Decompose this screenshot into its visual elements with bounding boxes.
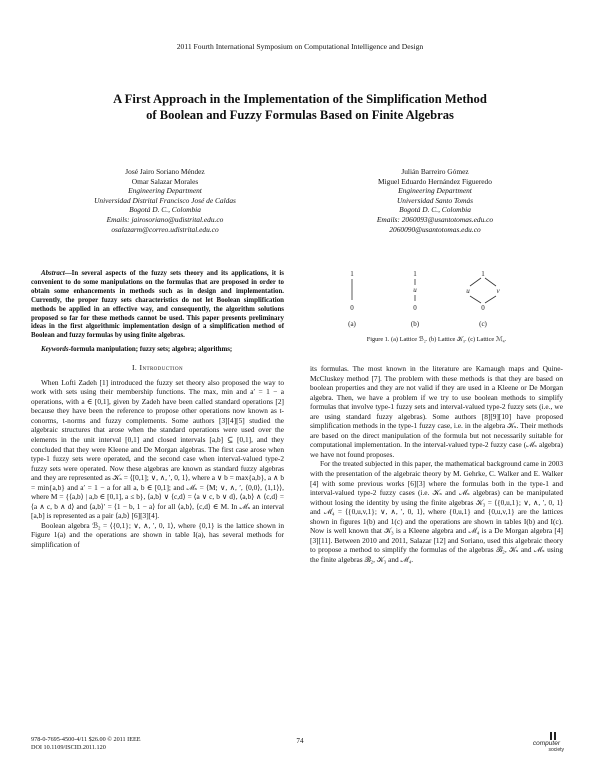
footer-isbn: 978-0-7695-4500-4/11 $26.00 © 2011 IEEE — [31, 736, 141, 743]
section-heading — [31, 363, 284, 373]
figure-label-a: (a) — [348, 320, 356, 328]
author-email[interactable]: Emails: jairosoriano@udistrital.edu.co — [106, 214, 224, 224]
paragraph: Boolean algebra ℬ₂ = ⟨{0,1}; ∨, ∧, ′, 0, 1⟩, where {0,1} is the lattice shown in Figure 1(a) and the operations are shown in table I(a), has several methods for simplification of — [31, 520, 284, 549]
author-name: Omar Salazar Morales — [131, 176, 199, 186]
node-1: 1 — [350, 270, 354, 278]
lattice-figure — [330, 268, 545, 336]
keywords — [31, 346, 284, 355]
author-email[interactable]: osalazarm@correo.udistrital.edu.co — [111, 224, 219, 234]
author-university: Universidad Distrital Francisco José de Caldas — [94, 195, 236, 205]
lattice-b — [411, 270, 420, 328]
abstract — [31, 270, 284, 341]
logo-text-computer: computer — [532, 740, 560, 747]
paragraph: For the treated subjected in this paper, the mathematical background came in 2003 with the presentation of the algebraic theory by M. Gehrke, C. Walker and E. Walker [4] with some previous works [6][3] where the formulas both in the type-1 and interval-valued type-2 fuzzy cases (i.e. 𝒦ₛ and ℳₛ algebras) can be manipulated without losing the identity by using the finite algebras 𝒦₃ = ⟨{0,u,1}; ∨, ∧, ′, 0, 1⟩ and ℳ₄ = ⟨{0,u,v,1}; ∨, ∧, ′, 0, 1⟩, where {0,u,1} and {0,u,v,1} are the lattices shown in figures 1(b) and 1(c) and the operations are shown in tables I(b) and I(c). Now is well known that 𝒦₃ is a Kleene algebra and ℳ₄ is a De Morgan algebra [4][3][11]. Between 2010 and 2011, Salazar [12] and Soriano, used this algebraic theory to propose a method to simplify the formulas of the algebras ℬ₂, 𝒦ₛ and ℳₛ using the finite algebras ℬ₂, 𝒦₃ and ℳ₄. — [310, 459, 563, 564]
node-1: 1 — [481, 270, 485, 278]
node-0: 0 — [350, 304, 354, 312]
lattice-edge — [470, 296, 481, 303]
figure-label-c: (c) — [479, 320, 487, 328]
keywords-lead: Keywords — [41, 346, 69, 354]
node-0: 0 — [413, 304, 417, 312]
paragraph: When Lofti Zadeh [1] introduced the fuzzy set theory also proposed the way to work with sets using their membership functions. The max, min and a′ = 1 − a operations, with a ∈ [0,1], given by Zadeh have been called standard operations [2] because they have been the reference to propose other operations now known as t-conorms, t-norms and fuzzy complements. Some authors [3][4][5] studied the algebraic structures that arose when the standard operations were used over the elements in the unit interval [0,1] and closed intervals [a,b] ⊆ [0,1], and they concluded that they were Kleene and De Morgan algebras. The first case arose when type-1 fuzzy sets were operated, and the second case when interval-valued type-2 fuzzy sets were operated. Now these algebras are known as standard fuzzy algebras and they are represented as 𝒦ₛ = ⟨[0,1]; ∨, ∧, ′, 0, 1⟩, where a ∨ b = max{a,b}, a ∧ b = min{a,b} and a′ = 1 − a for all a, b ∈ [0,1]; and ℳₛ = ⟨M; ∨, ∧, ′, ⟨0,0⟩, ⟨1,1⟩⟩, where M = {⟨a,b⟩ | a,b ∈ [0,1], a ≤ b}, ⟨a,b⟩ ∨ ⟨c,d⟩ = ⟨a ∨ c, b ∨ d⟩, ⟨a,b⟩ ∧ ⟨c,d⟩ = ⟨a ∧ c, b ∧ d⟩ and ⟨a,b⟩′ = ⟨1 − b, 1 − a⟩ for all ⟨a,b⟩, ⟨c,d⟩ ∈ M. In ℳₛ an interval [a,b] is represented as a pair ⟨a,b⟩ [6][3][4]. — [31, 377, 284, 521]
author-name: Miguel Eduardo Hernández Figueredo — [378, 176, 492, 186]
author-department: Engineering Department — [398, 186, 472, 196]
title-line-1: A First Approach in the Implementation of the Simplification Method — [113, 92, 487, 106]
author-university: Universidad Santo Tomás — [396, 195, 474, 205]
section-number: I. — [132, 363, 138, 373]
author-block-1 — [45, 167, 285, 234]
author-department: Engineering Department — [128, 186, 202, 196]
conference-header: 2011 Fourth International Symposium on Computational Intelligence and Design — [176, 42, 424, 51]
lattice-edge — [485, 278, 496, 286]
page-number: 74 — [296, 737, 304, 745]
node-1: 1 — [413, 270, 417, 278]
node-u: u — [413, 286, 417, 294]
paragraph: its formulas. The most known in the literature are Karnaugh maps and Quine-McCluskey method [7]. The problem with these methods is that they are based on boolean properties and they are not valid if they are used in a Kleene or De Morgan algebra. Then, we have a problem if we try to use boolean methods to simplify formulas that involve type-1 fuzzy sets and interval-valued type-2 fuzzy sets (i.e., we are using standard fuzzy algebras). Some authors [8][9][10] have proposed simplification methods in the type-1 fuzzy case, i.e. in the algebra 𝒦ₛ. Their methods are based on the direct manipulation of the formula but not necessarily suitable for computational implementation. In the interval-valued type-2 fuzzy case (ℳₛ algebra) we have not found proposes. — [310, 364, 563, 459]
logo-mark — [550, 732, 556, 740]
author-email[interactable]: Emails: 2060093@usantotomas.edu.co — [376, 214, 494, 224]
node-0: 0 — [481, 304, 485, 312]
author-block-2 — [315, 167, 555, 234]
author-name: José Jairo Soriano Méndez — [125, 167, 205, 176]
author-city: Bogotá D. C., Colombia — [399, 205, 471, 215]
figure-label-b: (b) — [410, 320, 420, 328]
abstract-lead: Abstract — [41, 270, 65, 277]
footer-doi[interactable]: DOI 10.1109/ISCID.2011.120 — [31, 744, 106, 752]
author-email[interactable]: 2060090@usantotomas.edu.co — [389, 224, 481, 234]
title-line-2: of Boolean and Fuzzy Formulas Based on Finite Algebras — [146, 107, 454, 122]
section-title: Introduction — [139, 363, 183, 373]
right-column — [310, 364, 563, 564]
lattice-edge — [470, 278, 481, 286]
node-u: u — [466, 287, 470, 295]
paper-title — [60, 92, 540, 123]
left-column — [31, 270, 284, 550]
figure-caption: Figure 1. (a) Lattice ℬ₂. (b) Lattice 𝒦₃. (c) Lattice ℳ₄. — [366, 336, 507, 343]
lattice-edge — [485, 296, 496, 303]
keywords-text: -formula manipulation; fuzzy sets; algebra; algorithms; — [68, 346, 233, 354]
lattice-a — [348, 270, 356, 328]
author-city: Bogotá D. C., Colombia — [129, 205, 201, 215]
lattice-c — [466, 270, 500, 328]
footer-copyright — [31, 736, 141, 753]
logo-text-society: society — [548, 747, 564, 753]
node-v: v — [496, 287, 500, 295]
abstract-text: —In several aspects of the fuzzy sets theory and its applications, it is convenient to do some manipulations on the formulas that are proposed in order to obtain some enhancements in methods such as in design and implementation. Currently, the proper fuzzy sets characteristics do not let Boolean simplification methods be applied in an effective way, and consequently, the algorithm solutions proposed so far for these methods cannot be used. This paper presents preliminary ideas in the first algorithmic implementation design of a simplification method of Boolean and fuzzy formulas by using finite algebras. — [31, 270, 284, 340]
author-name: Julián Barreiro Gómez — [401, 167, 469, 176]
computer-society-logo — [510, 731, 570, 753]
